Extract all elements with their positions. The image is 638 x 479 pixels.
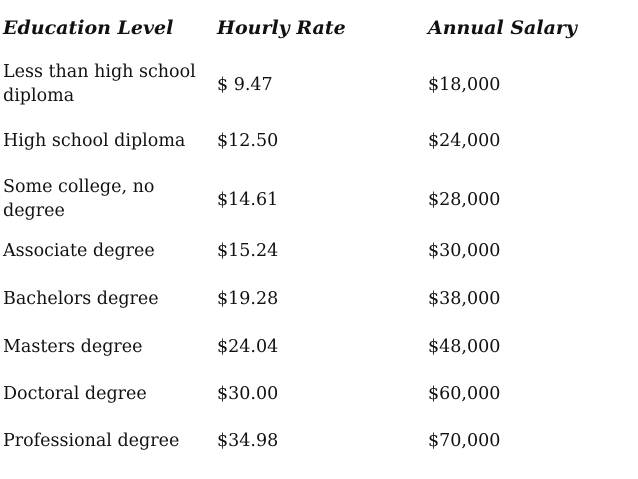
table-row [0,129,638,155]
cell-education-level: High school diploma [3,131,186,151]
cell-hourly-rate: $12.50 [217,131,279,151]
cell-education-level: Professional degree [3,431,180,451]
cell-annual-salary: $30,000 [428,241,501,261]
cell-education-level: Associate degree [3,241,155,261]
header-hourly-rate: Hourly Rate [217,17,346,39]
table-row [0,175,638,227]
cell-hourly-rate: $24.04 [217,337,279,357]
cell-education-level: Less than high school diploma [3,62,196,106]
header-education-level: Education Level [3,17,174,39]
cell-annual-salary: $24,000 [428,131,501,151]
cell-education-level: Doctoral degree [3,384,147,404]
cell-annual-salary: $70,000 [428,431,501,451]
table-row [0,287,638,313]
cell-annual-salary: $60,000 [428,384,501,404]
cell-annual-salary: $18,000 [428,75,501,95]
cell-education-level: Some college, no degree [3,177,155,221]
table-row [0,60,638,112]
cell-annual-salary: $28,000 [428,190,501,210]
cell-hourly-rate: $ 9.47 [217,75,273,95]
cell-hourly-rate: $30.00 [217,384,279,404]
table-row [0,239,638,265]
cell-hourly-rate: $34.98 [217,431,279,451]
table-row [0,429,638,455]
cell-annual-salary: $38,000 [428,289,501,309]
cell-education-level: Bachelors degree [3,289,159,309]
table-header-row [0,12,638,46]
cell-hourly-rate: $15.24 [217,241,279,261]
table-row [0,335,638,361]
cell-hourly-rate: $14.61 [217,190,279,210]
cell-hourly-rate: $19.28 [217,289,279,309]
cell-education-level: Masters degree [3,337,143,357]
table-row [0,382,638,408]
header-annual-salary: Annual Salary [428,17,577,39]
cell-annual-salary: $48,000 [428,337,501,357]
